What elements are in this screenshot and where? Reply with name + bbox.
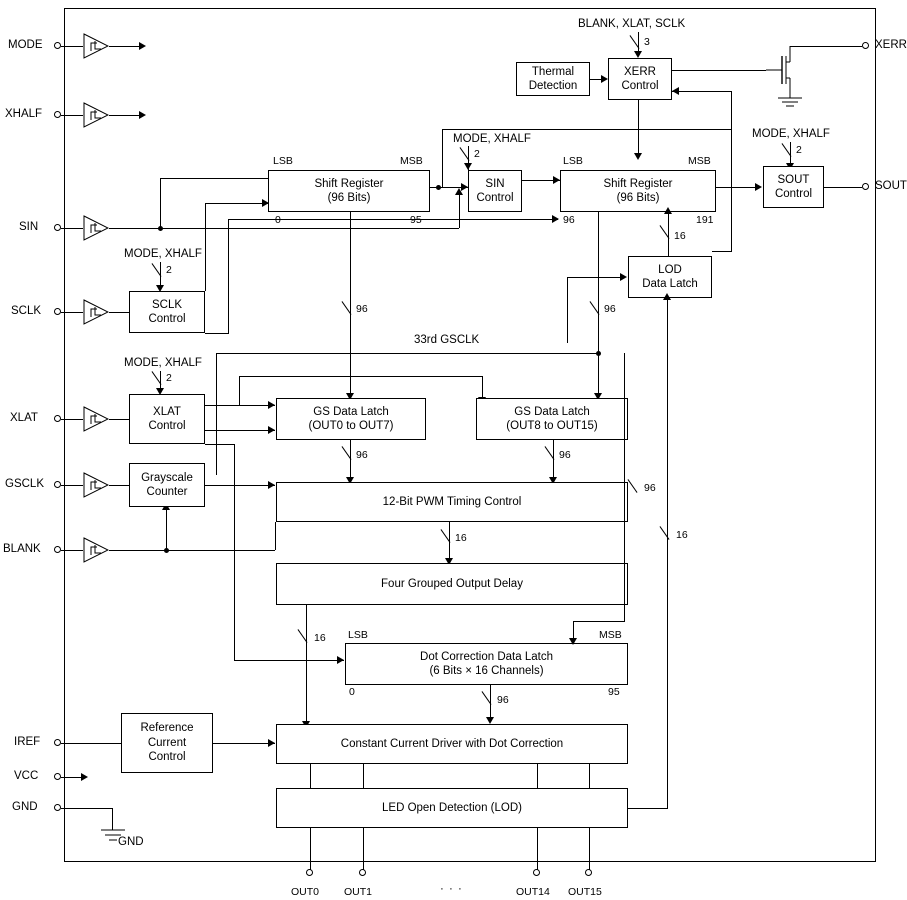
wire-shift2-to-soutctrl: [716, 187, 760, 188]
arrow-shift1-sinctrl: [461, 183, 468, 191]
block-title: GS Data Latch: [514, 405, 590, 418]
arrow-xhalf: [139, 111, 146, 119]
label-blank-xlat-sclk: BLANK, XLAT, SCLK: [578, 18, 686, 30]
arrow-lod-shift2: [664, 207, 672, 214]
block-title: Shift Register: [314, 177, 384, 190]
label-mode-xhalf-sin: MODE, XHALF: [453, 133, 531, 145]
wire-shift1-bus: [350, 212, 351, 398]
pin-vcc: [54, 773, 61, 780]
bus-width-96e: 96: [644, 482, 656, 494]
wire-blank-up: [166, 508, 167, 550]
pin-gsclk: [54, 481, 61, 488]
arrow-gsc-pwm: [268, 481, 275, 489]
block-title: 12-Bit PWM Timing Control: [382, 495, 522, 508]
wire-sin-in: [61, 228, 83, 229]
wire-xerrctrl-to-transistor: [672, 70, 766, 71]
wire-lod-feedback-out: [628, 808, 668, 809]
block-subtitle: (96 Bits): [616, 192, 660, 204]
pin-sout: [862, 183, 869, 190]
wire-shift2-bus: [598, 212, 599, 398]
schmitt-buffer-blank: [83, 537, 109, 563]
wire-drv-lod-2: [363, 764, 364, 788]
wire-drv-lod-3: [537, 764, 538, 788]
block-title: LED Open Detection (LOD): [382, 801, 522, 814]
label-33rd-gsclk: 33rd GSCLK: [414, 334, 480, 346]
pin-label-gnd: GND: [12, 801, 38, 813]
block-subtitle: Current: [147, 736, 187, 749]
wire-iref: [61, 743, 121, 744]
schmitt-buffer-sin: [83, 215, 109, 241]
wire-lod-latch-src: [567, 277, 568, 343]
block-subtitle: Control: [621, 80, 659, 92]
pin-label-out0: OUT0: [291, 886, 320, 898]
block-shift-register-1: [268, 170, 430, 212]
bus-width-96f: 96: [497, 694, 509, 706]
bus-width-2a: 2: [474, 148, 480, 160]
block-subtitle: Data Latch: [642, 278, 698, 290]
arrow-modexhalf-sin: [464, 163, 472, 170]
wire-lod-feedback-top: [672, 91, 732, 92]
arrow-bxs: [634, 51, 642, 58]
block-gs-data-latch-2: [476, 398, 628, 440]
bus-width-16a: 16: [674, 230, 686, 242]
wire-to-lod-latch: [567, 277, 622, 278]
block-subtitle: (OUT0 to OUT7): [308, 420, 394, 432]
pin-label-mode: MODE: [8, 39, 43, 51]
wire-out1: [363, 828, 364, 870]
block-reference-current-control: [121, 713, 213, 773]
pin-out0: [306, 869, 313, 876]
block-subtitle: Control: [774, 188, 813, 200]
schmitt-buffer-sclk: [83, 299, 109, 325]
wire-out15: [589, 828, 590, 870]
block-subtitle: (OUT8 to OUT15): [506, 420, 598, 432]
wire-drv-lod-4: [589, 764, 590, 788]
block-lod-data-latch: [628, 256, 712, 298]
label-dc-idx95: 95: [608, 686, 620, 698]
wire-sclk-to-shift2: [228, 219, 558, 220]
block-title: LOD: [658, 263, 682, 276]
wire-xlat-out: [109, 419, 129, 420]
bus-width-3: 3: [644, 36, 650, 48]
pin-xhalf: [54, 111, 61, 118]
wire-out14: [537, 828, 538, 870]
block-title: Grayscale: [141, 471, 193, 484]
label-msb-dc: MSB: [599, 629, 622, 641]
block-subtitle-2: Control: [148, 751, 186, 764]
block-title: Four Grouped Output Delay: [381, 577, 523, 590]
pin-sin: [54, 224, 61, 231]
block-title: Reference: [140, 722, 194, 735]
bus-width-96b: 96: [604, 303, 616, 315]
pin-sclk: [54, 308, 61, 315]
arrow-xlat-gslatch1: [268, 401, 275, 409]
pin-label-out15: OUT15: [568, 886, 602, 898]
pin-label-out1: OUT1: [344, 886, 373, 898]
pin-xlat: [54, 415, 61, 422]
pin-out1: [359, 869, 366, 876]
pin-out14: [533, 869, 540, 876]
block-subtitle: Control: [476, 192, 514, 204]
wire-sclk-in: [61, 312, 83, 313]
arrow-dc-driver: [486, 717, 494, 724]
wire-blank-out: [109, 550, 275, 551]
pin-label-sin: SIN: [19, 221, 39, 233]
wire-sclk-v1: [205, 203, 206, 291]
outputs-ellipsis: · · ·: [440, 883, 463, 895]
block-title: Thermal: [531, 65, 575, 78]
wire-blank-in: [61, 550, 83, 551]
wire-xlat-out1: [205, 405, 275, 406]
block-title: XERR: [624, 65, 656, 78]
label-idx-0: 0: [275, 214, 281, 226]
wire-xhalf-out: [109, 115, 141, 116]
block-title: Constant Current Driver with Dot Correction: [340, 737, 564, 750]
pin-label-iref: IREF: [14, 736, 41, 748]
wire-drv-lod-1: [310, 764, 311, 788]
wire-sin-up: [160, 178, 161, 228]
block-led-open-detection: [276, 788, 628, 828]
wire-dc-src-v: [624, 353, 625, 621]
ground-label: GND: [118, 836, 144, 848]
block-title: Shift Register: [603, 177, 673, 190]
arrow-xlat-dclatch: [337, 656, 344, 664]
open-drain-transistor: [760, 40, 820, 110]
wire-sin-to-shift1: [160, 178, 275, 179]
label-lsb-dc: LSB: [348, 629, 368, 641]
block-subtitle: Counter: [146, 486, 188, 498]
pin-label-xlat: XLAT: [10, 412, 38, 424]
wire-mode-in: [61, 46, 83, 47]
wire-gsl2-down: [553, 440, 554, 482]
wire-33rd-gsclk-v: [216, 353, 217, 475]
wire-gsclk-out: [109, 485, 129, 486]
label-idx-95: 95: [410, 214, 422, 226]
arrow-mode: [139, 42, 146, 50]
block-subtitle: (96 Bits): [327, 192, 371, 204]
wire-gnd-down: [112, 808, 113, 830]
arrow-shift2-soutctrl: [755, 183, 762, 191]
wire-lod-feedback-v: [731, 91, 732, 251]
arrow-lod-latch-in: [663, 293, 671, 300]
arrow-iref-driver: [268, 739, 275, 747]
label-idx-191: 191: [696, 214, 714, 226]
wire-delay-down: [306, 605, 307, 725]
wire-sclk-bottom: [205, 333, 229, 334]
block-sout-control: [763, 166, 824, 208]
label-dc-idx0: 0: [349, 686, 355, 698]
label-mode-xhalf-sclk: MODE, XHALF: [124, 248, 202, 260]
label-msb-1: MSB: [400, 155, 423, 167]
schmitt-buffer-xlat: [83, 406, 109, 432]
block-title: SIN: [485, 177, 505, 190]
block-subtitle: Control: [148, 420, 186, 432]
block-title: SCLK: [151, 298, 183, 311]
bus-width-96a: 96: [356, 303, 368, 315]
block-title: SOUT: [777, 173, 810, 186]
wire-xerr-bus-v: [442, 129, 443, 187]
block-subtitle: (6 Bits × 16 Channels): [429, 665, 544, 677]
arrow-sclk-shift2: [552, 215, 559, 223]
bus-width-2c: 2: [166, 264, 172, 276]
pin-out15: [585, 869, 592, 876]
wire-sclk-out: [109, 312, 129, 313]
arrow-dc-src: [569, 638, 577, 645]
wire-sout-out: [824, 187, 862, 188]
arrow-thermal-xerr: [601, 75, 608, 83]
wire-xlat-dc: [234, 660, 344, 661]
wire-dc-src-h: [573, 621, 625, 622]
bus-width-2b: 2: [796, 144, 802, 156]
wire-blank-pwm-v: [275, 522, 276, 550]
pin-label-vcc: VCC: [14, 770, 39, 782]
block-sin-control: [468, 170, 522, 212]
arrow-vcc: [81, 773, 88, 781]
block-subtitle: Detection: [528, 80, 578, 92]
wire-iref-driver: [213, 743, 275, 744]
wire-sclk-top: [205, 203, 269, 204]
wire-xlat-v1: [239, 376, 240, 405]
bus-width-16b: 16: [455, 532, 467, 544]
pin-label-sout: SOUT: [875, 180, 907, 192]
wire-33rd-gsclk: [216, 353, 598, 354]
block-gs-data-latch-1: [276, 398, 426, 440]
wire-xhalf-in: [61, 115, 83, 116]
wire-vcc: [61, 777, 83, 778]
pin-label-out14: OUT14: [516, 886, 550, 898]
bus-width-16c: 16: [676, 529, 688, 541]
pin-gnd: [54, 804, 61, 811]
label-mode-xhalf-xlat: MODE, XHALF: [124, 357, 202, 369]
wire-gsl1-down: [350, 440, 351, 482]
wire-lod-feedback-up: [667, 298, 668, 808]
block-dot-correction-latch: [345, 643, 628, 685]
pin-blank: [54, 546, 61, 553]
wire-xerr-bus-h: [442, 129, 732, 130]
block-thermal-detection: [516, 62, 590, 96]
arrow-xerr-down: [634, 153, 642, 160]
wire-xlat-out2: [205, 430, 275, 431]
label-msb-2: MSB: [688, 155, 711, 167]
pin-label-xerr: XERR: [875, 39, 907, 51]
arrow-to-lod-latch: [620, 273, 627, 281]
wire-gnd: [61, 808, 113, 809]
block-sclk-control: [129, 291, 205, 333]
pin-label-blank: BLANK: [3, 543, 41, 555]
block-xerr-control: [608, 58, 672, 100]
junction-shift1-out: [436, 185, 441, 190]
label-idx-96: 96: [563, 214, 575, 226]
block-xlat-control: [129, 394, 205, 444]
label-lsb-2: LSB: [563, 155, 583, 167]
wire-sclk-v2: [228, 219, 229, 333]
pin-label-xhalf: XHALF: [5, 108, 43, 120]
wire-lod-to-shift2: [668, 212, 669, 256]
block-shift-register-2: [560, 170, 716, 212]
bus-width-96c: 96: [356, 449, 368, 461]
bus-width-2d: 2: [166, 372, 172, 384]
schmitt-buffer-mode: [83, 33, 109, 59]
block-pwm-timing-control: [276, 482, 628, 522]
wire-xlat-out3: [205, 444, 235, 445]
block-subtitle: Control: [148, 313, 186, 325]
wire-gsclk-in: [61, 485, 83, 486]
schmitt-buffer-xhalf: [83, 102, 109, 128]
wire-out0: [310, 828, 311, 870]
block-output-delay: [276, 563, 628, 605]
wire-gsc-out: [205, 485, 275, 486]
block-title: GS Data Latch: [313, 405, 389, 418]
label-lsb-1: LSB: [273, 155, 293, 167]
wire-sinctrl-up: [459, 193, 460, 228]
schmitt-buffer-gsclk: [83, 472, 109, 498]
pin-mode: [54, 42, 61, 49]
arrow-sinctrl-shift2: [553, 176, 560, 184]
bus-width-16d: 16: [314, 632, 326, 644]
pin-label-sclk: SCLK: [11, 305, 42, 317]
arrow-sclk-shift1: [262, 199, 269, 207]
wire-xlat-h1: [239, 376, 482, 377]
bus-width-96d: 96: [559, 449, 571, 461]
pin-xerr: [862, 42, 869, 49]
arrow-xlat-gslatch1b: [268, 426, 275, 434]
block-grayscale-counter: [129, 463, 205, 507]
wire-xlat-in: [61, 419, 83, 420]
wire-mode-out: [109, 46, 141, 47]
label-mode-xhalf-sout: MODE, XHALF: [752, 128, 830, 140]
wire-xlat-v3: [234, 444, 235, 660]
block-title: Dot Correction Data Latch: [420, 650, 553, 663]
pin-iref: [54, 739, 61, 746]
block-constant-current-driver: [276, 724, 628, 764]
block-title: XLAT: [153, 405, 181, 418]
arrow-xerr-feedback: [672, 87, 679, 95]
pin-label-gsclk: GSCLK: [5, 478, 44, 490]
wire-lod-feedback-h: [712, 251, 732, 252]
